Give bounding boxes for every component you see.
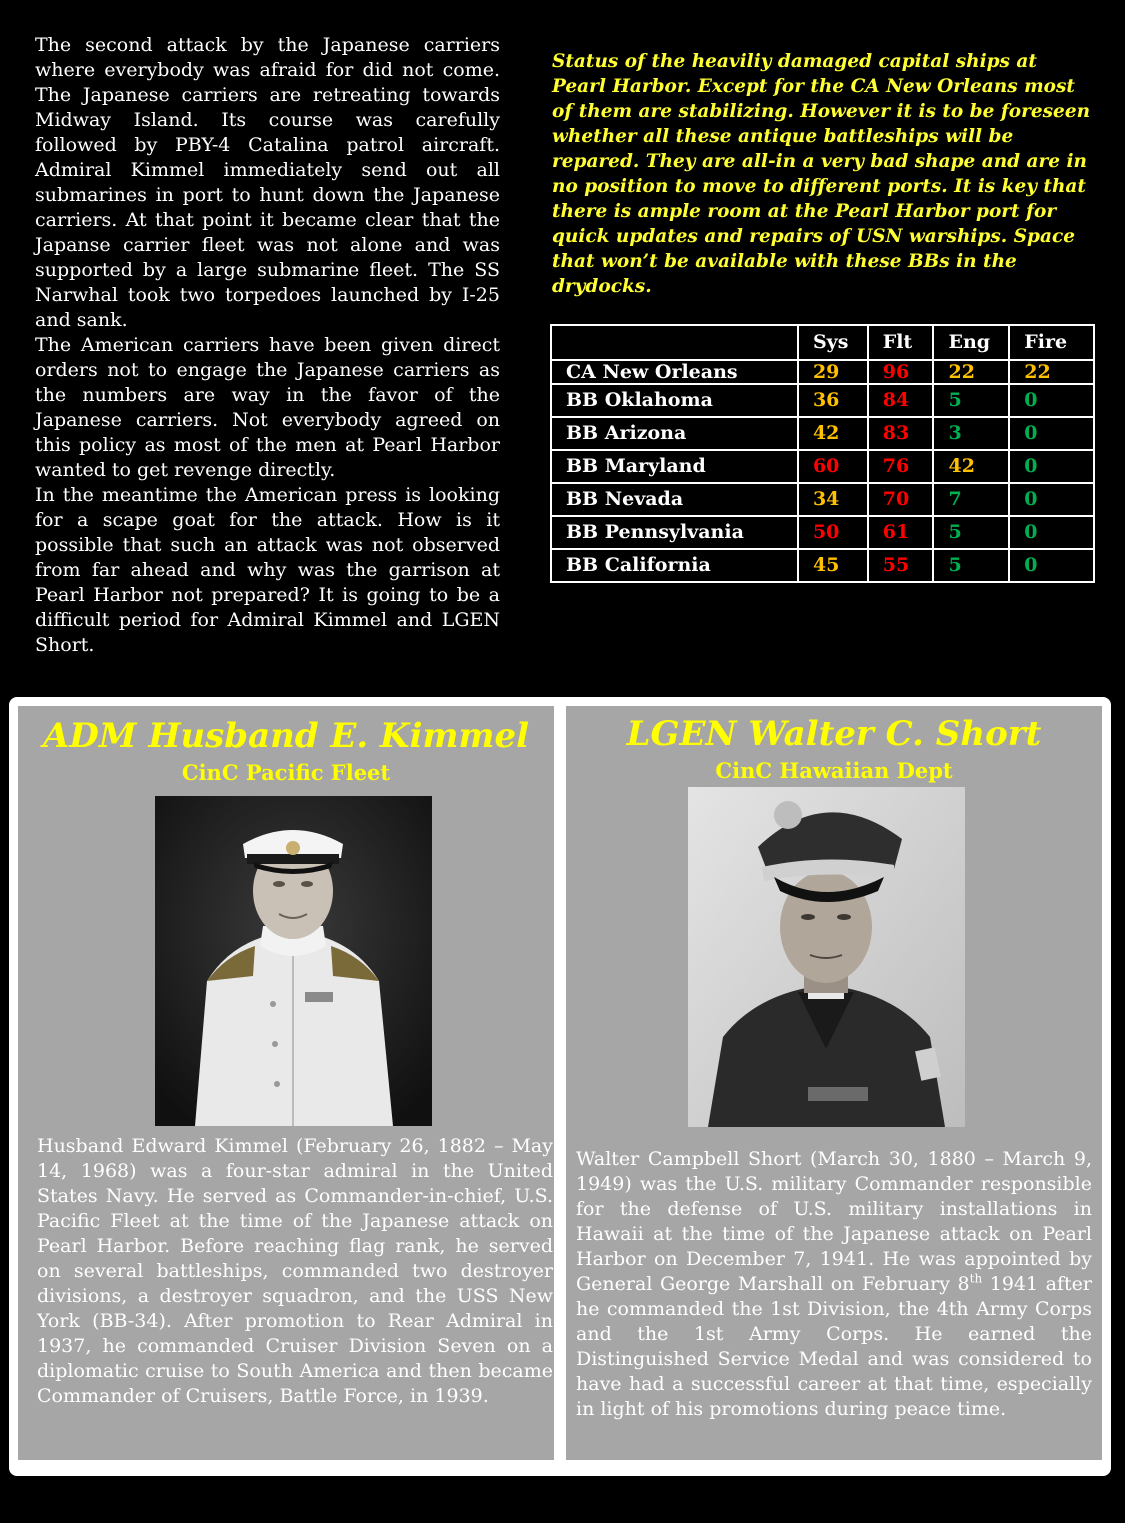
flt-cell: 55 (868, 549, 934, 582)
table-row (551, 483, 1094, 516)
status-text: Status of the heaviliy damaged capital ships at Pearl Harbor. Except for the CA New Orleans most of them are stabilizing. However it is to be foreseen whether all these antique battleships will be repared. They are all-in a very bad shape and are in no position to move to different ports. It is key that there is ample room at the Pearl Harbor port for quick updates and repairs of USN warships. Space that won’t be available with these BBs in the drydocks. (552, 51, 1091, 297)
kimmel-portrait-image (155, 796, 432, 1126)
header-flt: Flt (868, 325, 934, 360)
fire-cell: 0 (1009, 384, 1094, 417)
flt-cell: 61 (868, 516, 934, 549)
sys-cell: 45 (798, 549, 868, 582)
fire-cell: 0 (1009, 516, 1094, 549)
eng-cell: 5 (933, 516, 1009, 549)
short-bio-superscript: th (969, 1271, 983, 1286)
table-row (551, 384, 1094, 417)
intro-paragraph-2: The American carriers have been given direct orders not to engage the Japanese carriers as the numbers are way in the favor of the Japanese carriers. Not everybody agreed on this policy as most of the men at Pearl Harbor wanted to get revenge directly. (35, 334, 500, 481)
ship-name-cell: BB Oklahoma (551, 384, 798, 417)
header-eng: Eng (933, 325, 1009, 360)
sys-cell: 42 (798, 417, 868, 450)
fire-cell: 0 (1009, 450, 1094, 483)
intro-paragraph-3: In the meantime the American press is looking for a scape goat for the attack. How is it possible that such an attack was not observed from far ahead and why was the garrison at Pearl Harbor not prepared? It is going to be a difficult period for Admiral Kimmel and LGEN Short. (35, 484, 500, 656)
fire-cell: 0 (1009, 417, 1094, 450)
eng-cell: 22 (933, 360, 1009, 384)
short-card (566, 706, 1102, 1460)
fire-cell: 0 (1009, 549, 1094, 582)
intro-paragraph-1: The second attack by the Japanese carriers where everybody was afraid for did not come. The Japanese carriers are retreating towards Midway Island. Its course was carefully followed by PBY-4 Catalina patrol aircraft. Admiral Kimmel immediately send out all submarines in port to hunt down the Japanese carriers. At that point it became clear that the Japanse carrier fleet was not alone and was supported by a large submarine fleet. The SS Narwhal took two torpedoes launched by I-25 and sank. (35, 34, 500, 331)
commanders-panel (9, 697, 1111, 1476)
flt-cell: 70 (868, 483, 934, 516)
kimmel-name: ADM Husband E. Kimmel (42, 716, 529, 756)
short-bio (576, 1147, 1092, 1422)
sys-cell: 36 (798, 384, 868, 417)
header-sys: Sys (798, 325, 868, 360)
damage-table (550, 324, 1095, 583)
flt-cell: 83 (868, 417, 934, 450)
table-header-row (551, 325, 1094, 360)
short-photo (688, 787, 965, 1127)
kimmel-card (18, 706, 554, 1460)
short-portrait-image (688, 787, 965, 1127)
short-name: LGEN Walter C. Short (626, 714, 1042, 754)
eng-cell: 7 (933, 483, 1009, 516)
ship-name-cell: BB Maryland (551, 450, 798, 483)
sys-cell: 60 (798, 450, 868, 483)
short-bio-part-2: 1941 after he commanded the 1st Division, the 4th Army Corps and the 1st Army Corps. He earned the Distinguished Service Medal and was considered to have had a successful career at that time, especially in light of his promotions during peace time. (576, 1273, 1092, 1420)
kimmel-photo (155, 796, 432, 1126)
table-row (551, 417, 1094, 450)
table-row (551, 516, 1094, 549)
ship-name-cell: BB California (551, 549, 798, 582)
fire-cell: 0 (1009, 483, 1094, 516)
eng-cell: 42 (933, 450, 1009, 483)
header-fire: Fire (1009, 325, 1094, 360)
kimmel-bio: Husband Edward Kimmel (February 26, 1882 – May 14, 1968) was a four-star admiral in the United States Navy. He served as Commander-in-chief, U.S. Pacific Fleet at the time of the Japanese attack on Pearl Harbor. Before reaching flag rank, he served on several battleships, commanded two destroyer divisions, a destroyer squadron, and the USS New York (BB-34). After promotion to Rear Admiral in 1937, he commanded Cruiser Division Seven on a diplomatic cruise to South America and then became Commander of Cruisers, Battle Force, in 1939. (37, 1135, 553, 1407)
table-row (551, 450, 1094, 483)
kimmel-role: CinC Pacific Fleet (181, 760, 391, 785)
eng-cell: 3 (933, 417, 1009, 450)
ship-name-cell: CA New Orleans (551, 360, 798, 384)
table-row (551, 360, 1094, 384)
eng-cell: 5 (933, 384, 1009, 417)
header-ship (551, 325, 798, 360)
short-bio-part-1: Walter Campbell Short (March 30, 1880 – March 9, 1949) was the U.S. military Commander responsible for the defense of U.S. military installations in Hawaii at the time of the Japanese attack on Pearl Harbor on December 7, 1941. He was appointed by General George Marshall on February 8 (576, 1148, 1092, 1295)
intro-text (35, 33, 500, 658)
short-role: CinC Hawaiian Dept (715, 758, 953, 783)
eng-cell: 5 (933, 549, 1009, 582)
flt-cell: 84 (868, 384, 934, 417)
ship-name-cell: BB Pennsylvania (551, 516, 798, 549)
sys-cell: 34 (798, 483, 868, 516)
fire-cell: 22 (1009, 360, 1094, 384)
ship-name-cell: BB Arizona (551, 417, 798, 450)
flt-cell: 96 (868, 360, 934, 384)
flt-cell: 76 (868, 450, 934, 483)
ship-name-cell: BB Nevada (551, 483, 798, 516)
sys-cell: 29 (798, 360, 868, 384)
table-row (551, 549, 1094, 582)
sys-cell: 50 (798, 516, 868, 549)
